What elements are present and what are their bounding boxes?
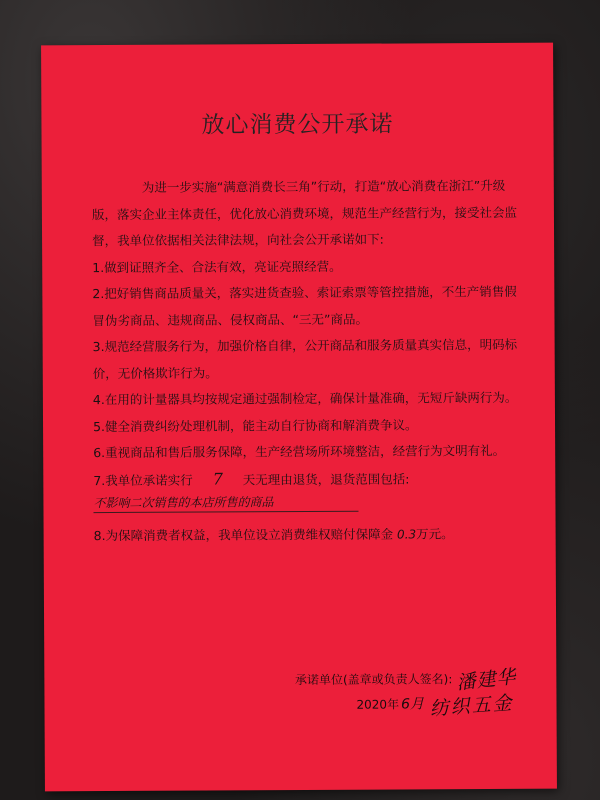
- item-8-prefix: 8.为保障消费者权益，我单位设立消费维权赔付保障金: [93, 526, 394, 543]
- item-3: 3.规范经营服务行为，加强价格自律，公开商品和服务质量真实信息，明码标价，无价格欺诈行为。: [92, 336, 518, 381]
- item-7: [93, 464, 521, 522]
- item-8-suffix: 万元。: [416, 525, 454, 541]
- document-title: 放心消费公开承诺: [201, 111, 394, 139]
- handwritten-signature: 潘建华: [455, 665, 518, 695]
- return-days-handwritten: 7: [212, 468, 223, 488]
- item-2: 2.把好销售商品质量关，落实进货查验、索证索票等管控措施，不生产销售假冒伪劣商品、违规商品、侵权商品、“三无”商品。: [92, 283, 517, 328]
- document-body: [92, 173, 522, 549]
- item-5: 5.健全消费纠纷处理机制，能主动自行协商和解消费争议。: [93, 416, 418, 434]
- item-4: 4.在用的计量器具均按规定通过强制检定，确保计量准确，无短斤缺两行为。: [92, 389, 518, 408]
- guarantee-amount-handwritten: 0.3: [396, 526, 417, 541]
- signature-date: [356, 693, 424, 713]
- item-7-suffix: 天无理由退货，退货范围包括:: [242, 470, 410, 487]
- item-6: 6.重视商品和售后服务保障，生产经营场所环境整洁，经营行为文明有礼。: [93, 442, 506, 461]
- signature-label: 承诺单位(盖章或负责人签名):: [294, 672, 453, 688]
- item-1: 1.做到证照齐全、合法有效，亮证亮照经营。: [92, 258, 342, 275]
- intro-paragraph: 为进一步实施“满意消费长三角”行动，打造“放心消费在浙江”升级版，落实企业主体责任，优化放心消费环境，规范生产经营行为，接受社会监督，我单位依据相关法律法规，向社会公开承诺如下:: [91, 177, 517, 249]
- date-month-handwritten: 6月: [401, 696, 425, 713]
- item-7-prefix: 7.我单位承诺实行: [93, 472, 193, 488]
- item-8: [94, 520, 522, 549]
- commitment-document: [41, 43, 557, 792]
- handwritten-store-name: 纺织五金: [428, 691, 515, 721]
- signature-row: [295, 665, 517, 693]
- return-range-handwritten: 不影响二次销售的本店所售的商品: [93, 493, 358, 513]
- date-year: 2020年: [356, 696, 400, 712]
